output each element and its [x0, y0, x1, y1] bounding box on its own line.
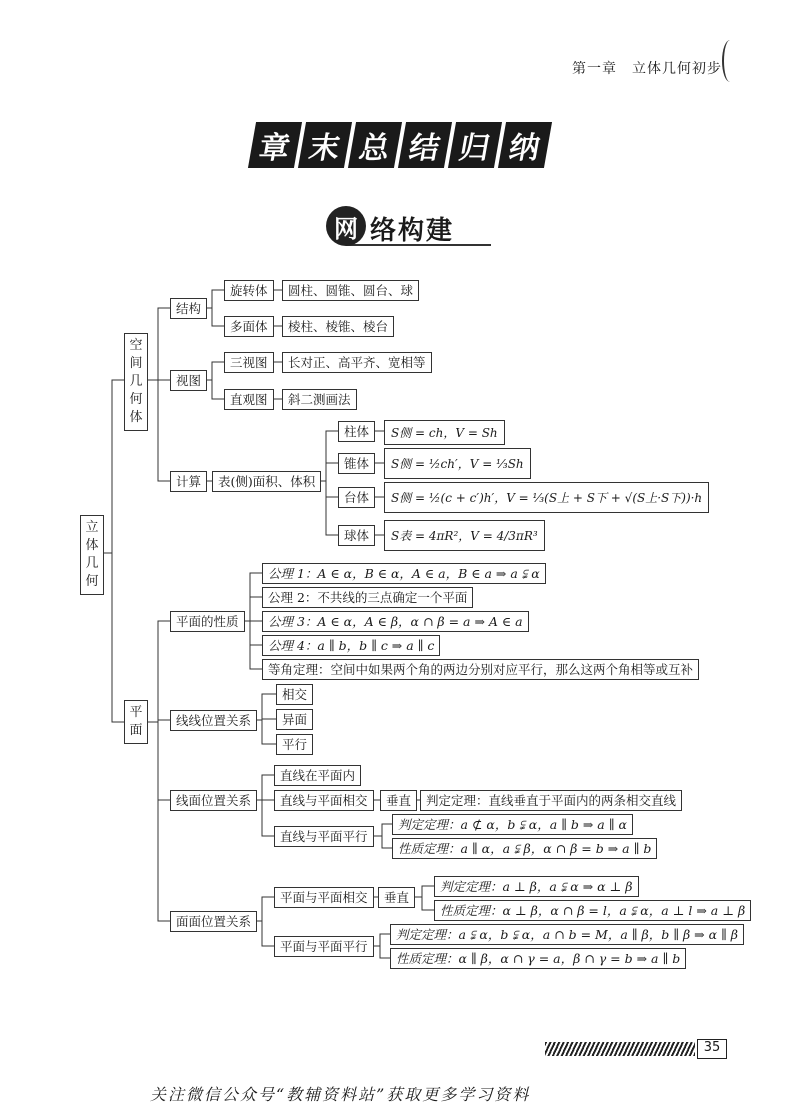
- node-plane: 平面: [124, 700, 148, 744]
- title-char: 结: [398, 122, 452, 168]
- title-char: 末: [298, 122, 352, 168]
- axiom-2: 公理 2：不共线的三点确定一个平面: [262, 587, 473, 608]
- line-plane-property: 性质定理：a ∥ α，a ⫋ β，α ∩ β = b ⇒ a ∥ b: [392, 838, 657, 859]
- node-polyhedron: 多面体: [224, 316, 274, 337]
- node-space-solid: 空间几何体: [124, 333, 148, 431]
- title-char: 归: [448, 122, 502, 168]
- title-char: 章: [248, 122, 302, 168]
- node-calc: 计算: [170, 471, 207, 492]
- area-volume: 表(侧)面积、体积: [212, 471, 321, 492]
- plane-plane-intersect: 平面与平面相交: [274, 887, 374, 908]
- axiom-1: 公理 1：A ∈ α，B ∈ α，A ∈ a，B ∈ a ⇒ a ⫋ α: [262, 563, 546, 584]
- node-intuitive-view: 直观图: [224, 389, 274, 410]
- line-line-skew: 异面: [276, 709, 313, 730]
- rotation-items: 圆柱、圆锥、圆台、球: [282, 280, 419, 301]
- line-plane-intersect: 直线与平面相交: [274, 790, 374, 811]
- node-three-view: 三视图: [224, 352, 274, 373]
- node-view: 视图: [170, 370, 207, 391]
- node-plane-plane: 面面位置关系: [170, 911, 257, 932]
- line-plane-perp: 垂直: [380, 790, 417, 811]
- title-char: 纳: [498, 122, 552, 168]
- equal-angle-theorem: 等角定理：空间中如果两个角的两边分别对应平行，那么这两个角相等或互补: [262, 659, 699, 680]
- node-cone: 锥体: [338, 453, 375, 474]
- plane-plane-perp: 垂直: [378, 887, 415, 908]
- line-plane-parallel: 直线与平面平行: [274, 826, 374, 847]
- node-rotation-solid: 旋转体: [224, 280, 274, 301]
- plane-perp-judge: 判定定理：a ⊥ β，a ⫋ α ⇒ α ⊥ β: [434, 876, 639, 897]
- title-char: 总: [348, 122, 402, 168]
- plane-parallel-property: 性质定理：α ∥ β，α ∩ γ = a，β ∩ γ = b ⇒ a ∥ b: [390, 948, 686, 969]
- heading-text: 络构建: [370, 216, 455, 246]
- line-line-intersect: 相交: [276, 684, 313, 705]
- intuitive-view-method: 斜二测画法: [282, 389, 357, 410]
- plane-parallel-judge: 判定定理：a ⫋ α，b ⫋ α，a ∩ b = M，a ∥ β，b ∥ β ⇒ α ∥ β: [390, 924, 744, 945]
- line-line-parallel: 平行: [276, 734, 313, 755]
- node-line-line: 线线位置关系: [170, 710, 257, 731]
- sphere-formula: S表 = 4πR²，V = 4/3πR³: [384, 520, 545, 551]
- line-plane-perp-theorem: 判定定理：直线垂直于平面内的两条相交直线: [420, 790, 682, 811]
- chapter-header: 第一章 立体几何初步: [572, 61, 722, 77]
- frustum-formula: S侧 = ½(c + c′)h′，V = ⅓(S上 + S下 + √(S上·S下))·h: [384, 482, 709, 513]
- node-prism: 柱体: [338, 421, 375, 442]
- node-frustum: 台体: [338, 487, 375, 508]
- axiom-3: 公理 3：A ∈ α，A ∈ β，α ∩ β = a ⇒ A ∈ a: [262, 611, 529, 632]
- node-structure: 结构: [170, 298, 207, 319]
- cone-formula: S侧 = ½ch′，V = ⅓Sh: [384, 448, 531, 479]
- heading-circle: 网: [326, 206, 366, 246]
- axiom-4: 公理 4：a ∥ b，b ∥ c ⇒ a ∥ c: [262, 635, 440, 656]
- page-number-bar: [545, 1042, 695, 1056]
- three-view-rule: 长对正、高平齐、宽相等: [282, 352, 432, 373]
- node-line-plane: 线面位置关系: [170, 790, 257, 811]
- line-plane-judge: 判定定理：a ⊄ α，b ⫋ α，a ∥ b ⇒ a ∥ α: [392, 814, 633, 835]
- node-sphere: 球体: [338, 525, 375, 546]
- prism-formula: S侧 = ch，V = Sh: [384, 420, 505, 445]
- line-in-plane: 直线在平面内: [274, 765, 361, 786]
- plane-perp-property: 性质定理：α ⊥ β，α ∩ β = l，a ⫋ α，a ⊥ l ⇒ a ⊥ β: [434, 900, 751, 921]
- page-number: 35: [697, 1039, 727, 1059]
- root-node: 立体几何: [80, 515, 104, 595]
- plane-plane-parallel: 平面与平面平行: [274, 936, 374, 957]
- polyhedron-items: 棱柱、棱锥、棱台: [282, 316, 394, 337]
- node-plane-properties: 平面的性质: [170, 611, 245, 632]
- footer-note: 关注微信公众号“教辅资料站”获取更多学习资料: [150, 1085, 531, 1104]
